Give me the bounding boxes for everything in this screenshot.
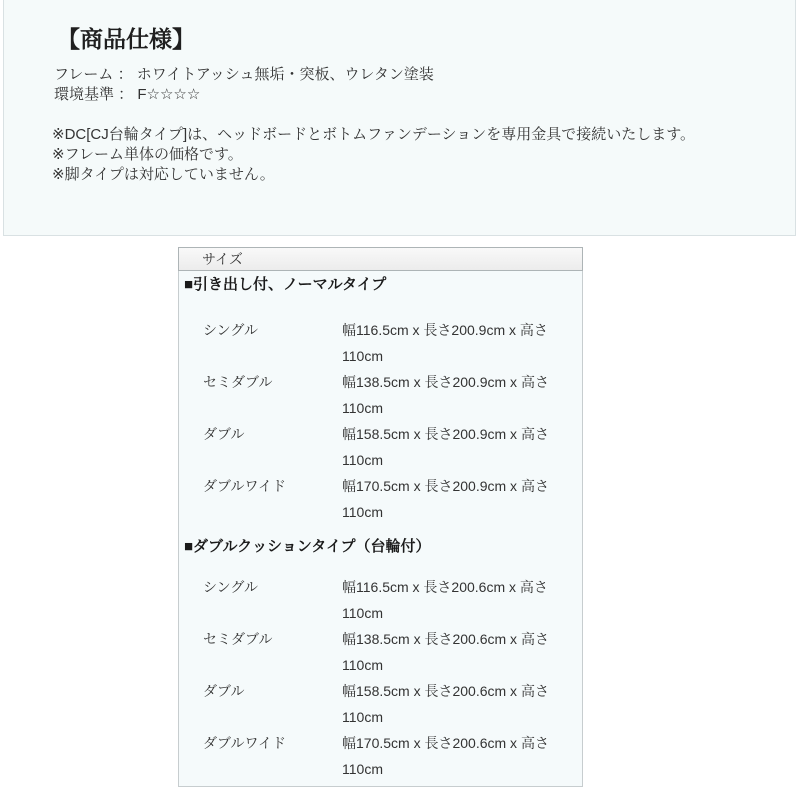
product-spec-box (3, 0, 796, 236)
size-dimension-line2: 110cm (342, 657, 383, 673)
size-row-single (179, 317, 582, 369)
size-name: ダブルワイド (203, 735, 287, 751)
size-dimension-line2: 110cm (342, 452, 383, 468)
size-dimension-line1: 幅138.5cm x 長さ200.6cm x 高さ (342, 631, 549, 647)
spec-line-frame: フレーム ： ホワイトアッシュ無垢・突板、ウレタン塗装 (54, 66, 434, 83)
size-table-header-label: サイズ (202, 251, 243, 267)
size-row-double (179, 678, 582, 730)
size-dimension-line1: 幅170.5cm x 長さ200.9cm x 高さ (342, 478, 549, 494)
size-row-semi-double (179, 626, 582, 678)
note-leg-type: ※脚タイプは対応していません。 (52, 166, 275, 183)
size-dimensions (342, 421, 570, 473)
size-dimension-line1: 幅116.5cm x 長さ200.6cm x 高さ (342, 579, 548, 595)
size-dimensions (342, 626, 570, 678)
size-name: ダブル (203, 426, 245, 442)
spec-lines (54, 65, 795, 105)
size-row-semi-double (179, 369, 582, 421)
size-dimensions (342, 574, 570, 626)
size-dimension-line1: 幅116.5cm x 長さ200.9cm x 高さ (342, 322, 548, 338)
note-frame-price: ※フレーム単体の価格です。 (52, 146, 243, 163)
size-dimension-line2: 110cm (342, 761, 383, 777)
size-dimension-line2: 110cm (342, 605, 383, 621)
section-rows-double-cushion-type (179, 574, 582, 782)
size-dimension-line1: 幅170.5cm x 長さ200.6cm x 高さ (342, 735, 549, 751)
size-row-single (179, 574, 582, 626)
spec-title: 【商品仕様】 (57, 26, 195, 52)
size-dimensions (342, 369, 570, 421)
size-name: セミダブル (203, 374, 273, 390)
spec-notes (52, 125, 795, 185)
section-heading-drawer-normal-type: ■引き出し付、ノーマルタイプ (184, 276, 387, 293)
size-dimension-line1: 幅158.5cm x 長さ200.6cm x 高さ (342, 683, 549, 699)
size-name: シングル (203, 579, 258, 595)
size-dimension-line2: 110cm (342, 400, 383, 416)
size-dimension-line1: 幅138.5cm x 長さ200.9cm x 高さ (342, 374, 549, 390)
size-dimensions (342, 317, 570, 369)
section-rows-drawer-normal-type (179, 317, 582, 525)
size-row-double-wide (179, 473, 582, 525)
size-dimension-line2: 110cm (342, 348, 383, 364)
size-row-double (179, 421, 582, 473)
spec-line-environment-standard: 環境基準 ： F☆☆☆☆ (54, 86, 201, 103)
size-table (178, 247, 583, 787)
size-name: ダブル (203, 683, 245, 699)
size-dimension-line2: 110cm (342, 504, 383, 520)
size-dimensions (342, 678, 570, 730)
size-dimensions (342, 473, 570, 525)
note-connection: ※DC[CJ台輪タイプ]は、ヘッドボードとボトムファンデーションを専用金具で接続いたします。 (52, 126, 696, 143)
size-name: ダブルワイド (203, 478, 287, 494)
size-row-double-wide (179, 730, 582, 782)
size-dimension-line1: 幅158.5cm x 長さ200.9cm x 高さ (342, 426, 549, 442)
size-table-body (178, 271, 583, 787)
size-name: セミダブル (203, 631, 273, 647)
size-table-header (178, 247, 583, 271)
size-dimensions (342, 730, 570, 782)
size-name: シングル (203, 322, 258, 338)
section-heading-double-cushion-type: ■ダブルクッションタイプ（台輪付） (184, 538, 431, 555)
size-dimension-line2: 110cm (342, 709, 383, 725)
